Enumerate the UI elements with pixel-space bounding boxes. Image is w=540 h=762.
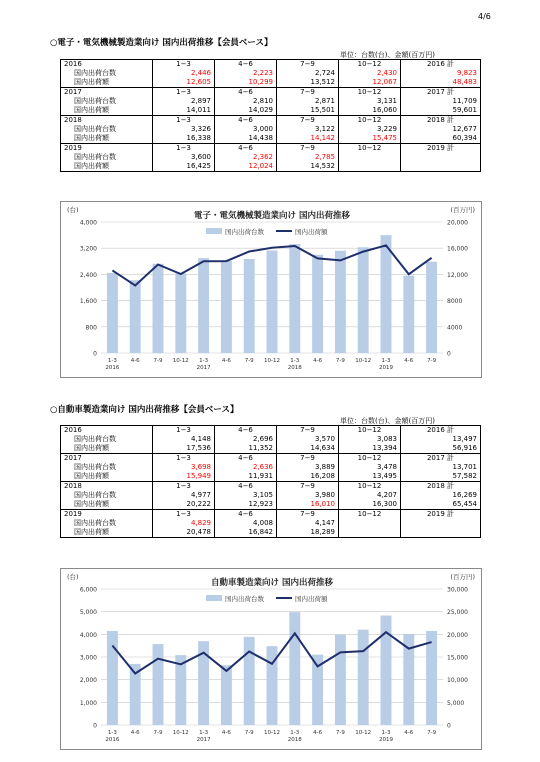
table-cell: 2,636 (215, 463, 277, 472)
table-row (61, 78, 481, 88)
quarter-header: 10−12 (339, 60, 401, 70)
section-title-electronics: ○電子・電気機械製造業向け 国内出荷推移【会員ベース】 (50, 38, 273, 48)
automotive-shipment-table (60, 425, 481, 538)
y-tick-right: 0 (447, 350, 451, 358)
table-cell (401, 519, 481, 528)
table-cell: 4,207 (339, 491, 401, 500)
year-label: 2017 (196, 737, 211, 743)
row-label: 国内出荷額 (61, 134, 153, 144)
year-header-row (61, 88, 481, 98)
x-tick-label: 4-6 (130, 730, 140, 736)
bar (403, 276, 414, 353)
year-label: 2017 (196, 365, 211, 371)
quarter-header: 4−6 (215, 88, 277, 98)
table-cell: 3,105 (215, 491, 277, 500)
year-total-header: 2018 計 (401, 482, 481, 492)
table-cell: 3,698 (153, 463, 215, 472)
y-tick-left: 0 (93, 350, 97, 358)
table-cell: 14,142 (277, 134, 339, 144)
bar (381, 235, 392, 353)
y-tick-right: 30,000 (447, 586, 468, 594)
year-header-row (61, 60, 481, 70)
table-cell: 14,438 (215, 134, 277, 144)
table-cell: 3,326 (153, 125, 215, 134)
table-cell: 2,696 (215, 435, 277, 444)
bar (107, 273, 118, 353)
table-cell: 2,785 (277, 153, 339, 162)
bar (130, 280, 141, 353)
chart-title: 自動車製造業向け 国内出荷推移 (211, 578, 333, 588)
y-tick-left: 4,000 (79, 631, 97, 639)
table-cell: 3,000 (215, 125, 277, 134)
table-cell: 10,299 (215, 78, 277, 88)
table-cell: 12,605 (153, 78, 215, 88)
quarter-header: 4−6 (215, 60, 277, 70)
bar (312, 255, 323, 353)
table-cell: 15,475 (339, 134, 401, 144)
x-tick-label: 7-9 (427, 358, 437, 364)
table-cell: 4,977 (153, 491, 215, 500)
table-cell: 18,289 (277, 528, 339, 538)
table-cell: 13,394 (339, 444, 401, 454)
table-cell: 16,300 (339, 500, 401, 510)
row-label: 国内出荷額 (61, 528, 153, 538)
table-cell: 3,229 (339, 125, 401, 134)
row-label: 国内出荷額 (61, 444, 153, 454)
table-cell (339, 162, 401, 172)
x-tick-label: 7-9 (335, 358, 345, 364)
table-row (61, 491, 481, 500)
table-cell: 60,394 (401, 134, 481, 144)
table-cell: 2,897 (153, 97, 215, 106)
x-tick-label: 10-12 (355, 358, 372, 364)
chart-title: 電子・電気機械製造業向け 国内出荷推移 (194, 211, 350, 221)
bar (175, 655, 186, 725)
y-tick-left: 0 (93, 722, 97, 730)
table-cell: 2,223 (215, 69, 277, 78)
x-tick-label: 10-12 (172, 730, 189, 736)
x-tick-label: 4-6 (313, 730, 323, 736)
table-cell: 4,148 (153, 435, 215, 444)
quarter-header: 7−9 (277, 144, 339, 154)
electronics-shipment-table (60, 59, 481, 172)
table-cell: 56,916 (401, 444, 481, 454)
quarter-header: 10−12 (339, 144, 401, 154)
table-row (61, 528, 481, 538)
y-tick-left: 3,000 (79, 654, 97, 662)
table-cell (401, 162, 481, 172)
y-tick-right: 12,000 (447, 271, 468, 279)
table-row (61, 106, 481, 116)
y-tick-left: 3,200 (79, 245, 97, 253)
table-cell: 2,724 (277, 69, 339, 78)
y-tick-right: 16,000 (447, 245, 468, 253)
table-cell: 9,823 (401, 69, 481, 78)
x-tick-label: 1-3 (107, 730, 117, 736)
year-header-row (61, 116, 481, 126)
bar (221, 261, 232, 353)
quarter-header: 10−12 (339, 510, 401, 520)
table-cell: 16,842 (215, 528, 277, 538)
year-header-row (61, 482, 481, 492)
chart-svg (61, 569, 481, 749)
table-cell: 3,478 (339, 463, 401, 472)
table-cell: 2,430 (339, 69, 401, 78)
table-cell: 20,222 (153, 500, 215, 510)
row-label: 国内出荷額 (61, 472, 153, 482)
left-axis-unit: (台) (67, 573, 79, 581)
row-label: 国内出荷額 (61, 78, 153, 88)
legend-line-label: 国内出荷額 (295, 228, 328, 236)
x-tick-label: 1-3 (199, 730, 209, 736)
table-cell (339, 528, 401, 538)
bar (335, 251, 346, 353)
x-tick-label: 4-6 (221, 730, 231, 736)
year-header-row (61, 510, 481, 520)
x-tick-label: 1-3 (290, 730, 300, 736)
quarter-header: 10−12 (339, 426, 401, 436)
row-label: 国内出荷額 (61, 106, 153, 116)
y-tick-right: 25,000 (447, 609, 468, 617)
table-cell: 17,536 (153, 444, 215, 454)
quarter-header: 1−3 (153, 482, 215, 492)
quarter-header: 7−9 (277, 116, 339, 126)
table-cell: 14,634 (277, 444, 339, 454)
y-tick-right: 15,000 (447, 654, 468, 662)
bar (221, 665, 232, 725)
left-axis-unit: (台) (67, 206, 79, 214)
legend-bar-label: 国内出荷台数 (225, 595, 264, 603)
y-tick-right: 20,000 (447, 631, 468, 639)
table-cell: 15,501 (277, 106, 339, 116)
x-tick-label: 4-6 (221, 358, 231, 364)
section-title-automotive: ○自動車製造業向け 国内出荷推移【会員ベース】 (50, 405, 239, 415)
quarter-header: 1−3 (153, 454, 215, 464)
year-label: 2016 (61, 426, 153, 436)
row-label: 国内出荷台数 (61, 435, 153, 444)
table-cell: 4,829 (153, 519, 215, 528)
table-cell: 2,810 (215, 97, 277, 106)
quarter-header: 1−3 (153, 88, 215, 98)
row-label: 国内出荷額 (61, 162, 153, 172)
table-cell: 65,454 (401, 500, 481, 510)
table-row (61, 444, 481, 454)
table-cell (339, 153, 401, 162)
table-cell: 3,980 (277, 491, 339, 500)
year-total-header: 2019 計 (401, 510, 481, 520)
table-cell: 12,923 (215, 500, 277, 510)
legend-bar-swatch (206, 595, 222, 601)
year-total-header: 2016 計 (401, 426, 481, 436)
table-cell: 12,024 (215, 162, 277, 172)
table-cell: 12,067 (339, 78, 401, 88)
x-tick-label: 1-3 (290, 358, 300, 364)
legend-line-label: 国内出荷額 (295, 595, 328, 603)
x-tick-label: 10-12 (264, 730, 280, 736)
y-tick-left: 800 (85, 324, 97, 332)
y-tick-right: 10,000 (447, 677, 468, 685)
year-total-header: 2017 計 (401, 454, 481, 464)
row-label: 国内出荷台数 (61, 491, 153, 500)
x-tick-label: 7-9 (153, 358, 163, 364)
automotive-chart (60, 568, 482, 750)
table-cell: 4,008 (215, 519, 277, 528)
quarter-header: 4−6 (215, 454, 277, 464)
legend-bar-swatch (206, 228, 222, 234)
quarter-header: 7−9 (277, 88, 339, 98)
row-label: 国内出荷台数 (61, 97, 153, 106)
table-cell (401, 153, 481, 162)
year-label: 2016 (105, 365, 120, 371)
unit-note-automotive: 単位：台数(台)、金額(百万円) (340, 417, 435, 425)
quarter-header: 1−3 (153, 60, 215, 70)
y-tick-left: 2,000 (79, 677, 97, 685)
page-number: 4/6 (478, 12, 491, 21)
quarter-header: 10−12 (339, 482, 401, 492)
year-label: 2018 (287, 737, 302, 743)
row-label: 国内出荷台数 (61, 519, 153, 528)
table-row (61, 69, 481, 78)
x-tick-label: 10-12 (172, 358, 189, 364)
table-row (61, 472, 481, 482)
chart-svg (61, 202, 481, 377)
table-cell: 16,338 (153, 134, 215, 144)
bar (289, 244, 300, 353)
bar (153, 264, 164, 353)
table-cell: 20,478 (153, 528, 215, 538)
table-row (61, 125, 481, 134)
x-tick-label: 1-3 (107, 358, 117, 364)
y-tick-right: 8000 (447, 298, 463, 306)
bar (335, 635, 346, 725)
quarter-header: 7−9 (277, 482, 339, 492)
quarter-header: 1−3 (153, 426, 215, 436)
x-tick-label: 4-6 (404, 730, 414, 736)
table-cell: 13,512 (277, 78, 339, 88)
row-label: 国内出荷台数 (61, 125, 153, 134)
table-cell (401, 528, 481, 538)
right-axis-unit: (百万円) (450, 206, 475, 214)
bar (107, 631, 118, 725)
year-label: 2016 (105, 737, 120, 743)
quarter-header: 4−6 (215, 510, 277, 520)
bar (175, 273, 186, 353)
year-header-row (61, 144, 481, 154)
year-label: 2017 (61, 88, 153, 98)
quarter-header: 7−9 (277, 510, 339, 520)
x-tick-label: 10-12 (264, 358, 280, 364)
quarter-header: 4−6 (215, 144, 277, 154)
row-label: 国内出荷台数 (61, 153, 153, 162)
table-row (61, 97, 481, 106)
table-cell: 13,497 (401, 435, 481, 444)
bar (358, 630, 369, 725)
year-label: 2019 (61, 510, 153, 520)
right-axis-unit: (百万円) (450, 573, 475, 581)
year-label: 2019 (379, 365, 393, 371)
quarter-header: 1−3 (153, 116, 215, 126)
table-row (61, 153, 481, 162)
row-label: 国内出荷台数 (61, 463, 153, 472)
year-label: 2018 (61, 482, 153, 492)
table-cell: 15,949 (153, 472, 215, 482)
year-total-header: 2017 計 (401, 88, 481, 98)
quarter-header: 1−3 (153, 510, 215, 520)
row-label: 国内出荷額 (61, 500, 153, 510)
year-label: 2019 (61, 144, 153, 154)
x-tick-label: 1-3 (381, 358, 391, 364)
table-row (61, 435, 481, 444)
table-cell: 3,889 (277, 463, 339, 472)
bar (244, 637, 255, 725)
table-cell: 14,011 (153, 106, 215, 116)
y-tick-left: 5,000 (79, 609, 97, 617)
quarter-header: 1−3 (153, 144, 215, 154)
y-tick-right: 5,000 (447, 699, 465, 707)
table-cell: 4,147 (277, 519, 339, 528)
quarter-header: 10−12 (339, 116, 401, 126)
electronics-chart (60, 201, 482, 378)
table-cell: 48,483 (401, 78, 481, 88)
quarter-header: 10−12 (339, 454, 401, 464)
legend-bar-label: 国内出荷台数 (225, 228, 264, 236)
table-cell: 12,677 (401, 125, 481, 134)
year-label: 2017 (61, 454, 153, 464)
table-cell: 14,532 (277, 162, 339, 172)
table-row (61, 500, 481, 510)
table-cell: 11,931 (215, 472, 277, 482)
x-tick-label: 4-6 (404, 358, 414, 364)
table-cell: 2,446 (153, 69, 215, 78)
y-tick-left: 1,000 (79, 699, 97, 707)
quarter-header: 7−9 (277, 426, 339, 436)
quarter-header: 7−9 (277, 60, 339, 70)
table-cell: 2,871 (277, 97, 339, 106)
table-cell: 3,083 (339, 435, 401, 444)
row-label: 国内出荷台数 (61, 69, 153, 78)
x-tick-label: 7-9 (244, 358, 254, 364)
year-header-row (61, 454, 481, 464)
table-cell: 16,060 (339, 106, 401, 116)
x-tick-label: 1-3 (199, 358, 209, 364)
quarter-header: 4−6 (215, 426, 277, 436)
quarter-header: 4−6 (215, 116, 277, 126)
y-tick-right: 4000 (447, 324, 463, 332)
year-label: 2019 (379, 737, 393, 743)
bar (244, 259, 255, 353)
x-tick-label: 7-9 (427, 730, 437, 736)
y-tick-left: 2,400 (79, 271, 97, 279)
quarter-header: 4−6 (215, 482, 277, 492)
table-cell: 16,425 (153, 162, 215, 172)
x-tick-label: 4-6 (130, 358, 140, 364)
table-cell: 13,495 (339, 472, 401, 482)
x-tick-label: 7-9 (153, 730, 163, 736)
bar (358, 247, 369, 353)
table-cell (339, 519, 401, 528)
table-cell: 16,208 (277, 472, 339, 482)
unit-note-electronics: 単位：台数(台)、金額(百万円) (340, 51, 435, 59)
y-tick-right: 0 (447, 722, 451, 730)
bar (267, 250, 278, 353)
table-cell: 57,582 (401, 472, 481, 482)
y-tick-right: 20,000 (447, 219, 468, 227)
table-row (61, 519, 481, 528)
x-tick-label: 4-6 (313, 358, 323, 364)
year-label: 2018 (287, 365, 302, 371)
year-label: 2016 (61, 60, 153, 70)
year-total-header: 2016 計 (401, 60, 481, 70)
bar (426, 262, 437, 353)
table-cell: 3,570 (277, 435, 339, 444)
table-cell: 16,010 (277, 500, 339, 510)
year-label: 2018 (61, 116, 153, 126)
quarter-header: 10−12 (339, 88, 401, 98)
year-header-row (61, 426, 481, 436)
x-tick-label: 7-9 (335, 730, 345, 736)
table-cell: 3,600 (153, 153, 215, 162)
table-row (61, 162, 481, 172)
table-cell: 13,701 (401, 463, 481, 472)
table-row (61, 463, 481, 472)
table-row (61, 134, 481, 144)
table-cell: 16,269 (401, 491, 481, 500)
x-tick-label: 10-12 (355, 730, 372, 736)
table-cell: 3,131 (339, 97, 401, 106)
bar (426, 631, 437, 725)
table-cell: 3,122 (277, 125, 339, 134)
table-cell: 59,601 (401, 106, 481, 116)
year-total-header: 2019 計 (401, 144, 481, 154)
bar (289, 612, 300, 725)
year-total-header: 2018 計 (401, 116, 481, 126)
table-cell: 2,362 (215, 153, 277, 162)
y-tick-left: 1,600 (79, 298, 97, 306)
table-cell: 11,709 (401, 97, 481, 106)
quarter-header: 7−9 (277, 454, 339, 464)
y-tick-left: 6,000 (79, 586, 97, 594)
x-tick-label: 7-9 (244, 730, 254, 736)
bar (198, 258, 209, 353)
table-cell: 11,352 (215, 444, 277, 454)
table-cell: 14,029 (215, 106, 277, 116)
x-tick-label: 1-3 (381, 730, 391, 736)
bar (153, 644, 164, 725)
y-tick-left: 4,000 (79, 219, 97, 227)
